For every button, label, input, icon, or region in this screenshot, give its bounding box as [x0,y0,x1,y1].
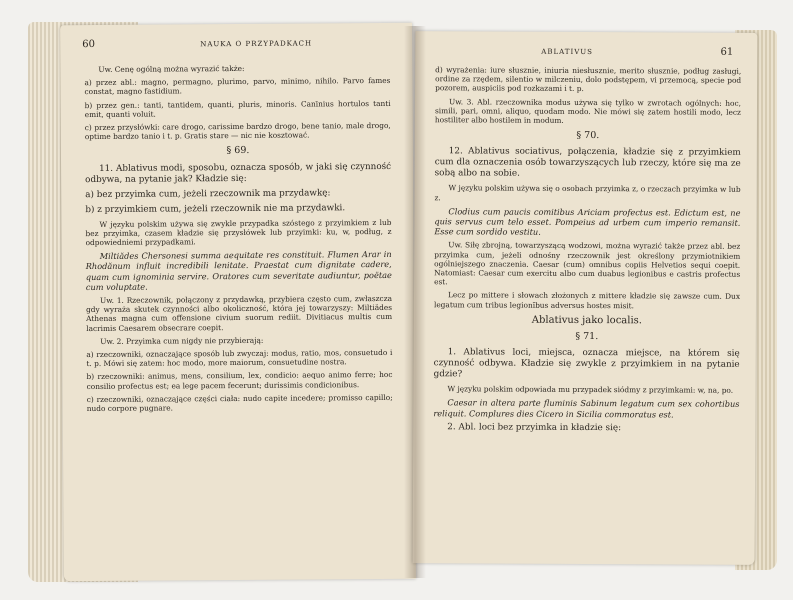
paragraph: b) rzeczowniki: animus, mens, consilium, lex, condicio: aequo animo ferre; hoc consilio profectus est; ea lege pacem fecerunt; durissimis condicionibus. [86,370,393,391]
paragraph: W języku polskim używa się zwykle przypadka szóstego z przyimkiem z lub bez przyimka, czasem kładzie się przysłówek lub przyimki: ku, w, podług, z odpowiedniemi przypadkami. [85,217,392,248]
paragraph: c) rzeczowniki, oznaczające części ciała: nudo capite incedere; promisso capillo; nudo corpore pugnare. [86,392,393,414]
right-page-number: 61 [720,46,734,58]
paragraph: b) przez gen.: tanti, tantidem, quanti, pluris, minoris. Canīnius hortulos tanti emit, quanti voluit. [84,98,391,119]
paragraph: a) rzeczowniki, oznaczające sposób lub zwyczaj: modus, ratio, mos, consuetudo i t. p. Mówi się zatem: hoc modo, more maiorum, consuetudine nostra. [86,347,393,369]
paragraph: a) przez abl.: magno, permagno, plurimo, parvo, minimo, nihilo. Parvo fames constat, magno fastidium. [84,76,391,97]
paragraph: Miltiădes Chersonesi summa aequitate res constituit. Flumen Arar in Rhodănum influit incredibili lenitate. Praestat cum dignitate cadere, quam cum ignominia servire. Oratores cum severitate audiuntur, poëtae cum voluptate. [85,249,392,292]
paragraph: W języku polskim używa się o osobach przyimka z, o rzeczach przyimka w lub z. [434,183,741,202]
section-heading: § 69. [226,145,250,157]
left-page-number: 60 [82,38,95,51]
paragraph: Uw. Siłę zbrojną, towarzyszącą wodzowi, można wyrazić także przez abl. bez przyimka cum, jeżeli odnośny rzeczownik jest określony przymiotnikiem ogólniejszego znaczenia. Caesar (cum) omnibus copiis Helvetios sequi coepit. Natomiast: Caesar cum exercitu albo cum duabus legionibus e castris profectus est. [434,240,741,287]
paragraph: a) bez przyimka cum, jeżeli rzeczownik ma przydawkę: [85,187,331,200]
paragraph: c) przez przysłówki: care drogo, carissime bardzo drogo, bene tanio, male drogo, optime bardzo tanio i t. p. Gratis stare — nic nie kosztować. [84,120,391,142]
left-page-text [84,63,392,417]
paragraph: b) z przyimkiem cum, jeżeli rzeczownik nie ma przydawki. [85,202,346,215]
section-heading: § 70. [576,130,600,142]
paragraph: Clodius cum paucis comitibus Ariciam profectus est. Edictum est, ne quis servus cum telo esset. Pompeius ad urbem cum imperio remansit. Esse cum sordido vestitu. [434,206,741,238]
right-page [413,31,758,565]
right-running-head: ABLATIVUS [541,47,594,57]
left-page [60,23,416,581]
subheading: Ablativus jako localis. [531,314,643,327]
paragraph: Uw. 3. Abl. rzeczownika modus używa się tylko w zwrotach ogólnych: hoc, simili, pari, omni, aliquo, quodam modo. Nie mówi się zatem hostili modo, lecz hostiliter albo hostilem in modum. [434,96,742,125]
paragraph: Uw. 1. Rzeczownik, połączony z przydawką, przybiera często cum, zwłaszcza gdy wyraża skutek czynności albo okoliczność, która jej towarzyszy: Miltiădes Athenas magna cum offensione civium suorum rediit. Divitiacus multis cum lacrimis Caesarem obsecrare coepit. [86,293,393,333]
right-page-text [433,65,741,438]
paragraph: Lecz po mittere i słowach złożonych z mittere kładzie się zawsze cum. Dux legatum cum tribus legionĭbus adversus hostes misit. [433,290,741,310]
paragraph: Uw. Cenę ogólną można wyrazić także: [98,63,245,74]
paragraph: 11. Ablativus modi, sposobu, oznacza sposób, w jaki się czynność odbywa, na pytanie jak? Kładzie się: [85,161,392,185]
paragraph: W języku polskim odpowiada mu przypadek siódmy z przyimkami: w, na, po. [447,384,734,396]
paragraph: 12. Ablativus sociativus, połączenia, kładzie się z przyimkiem cum dla oznaczenia osób towarzyszących lub rzeczy, które się ma ze sobą albo na sobie. [434,146,741,180]
paragraph: Caesar in altera parte fluminis Sabinum legatum cum sex cohortibus reliquit. Complures dies Cicero in Sicilia commoratus est. [433,397,740,420]
paragraph: d) wyrażenia: iure słusznie, iniuria niesłusznie, merito słusznie, podług zasługi, ordine za rzędem, silentio w milczeniu, dolo podstępem, vi przemocą, specie pod pozorem, auspiciis pod rozkazami i t. p. [435,65,742,94]
paragraph: 1. Ablativus loci, miejsca, oznacza miejsce, na którem się czynność odbywa. Kładzie się zwykle z przyimkiem in na pytanie gdzie? [433,347,740,380]
section-heading: § 71. [575,331,599,343]
paragraph: 2. Abl. loci bez przyimka in kładzie się: [447,422,622,434]
left-running-head: NAUKA O PRZYPADKACH [200,39,313,49]
book-gutter [404,26,426,578]
paragraph: Uw. 2. Przyimka cum nigdy nie przybierają: [100,335,264,346]
